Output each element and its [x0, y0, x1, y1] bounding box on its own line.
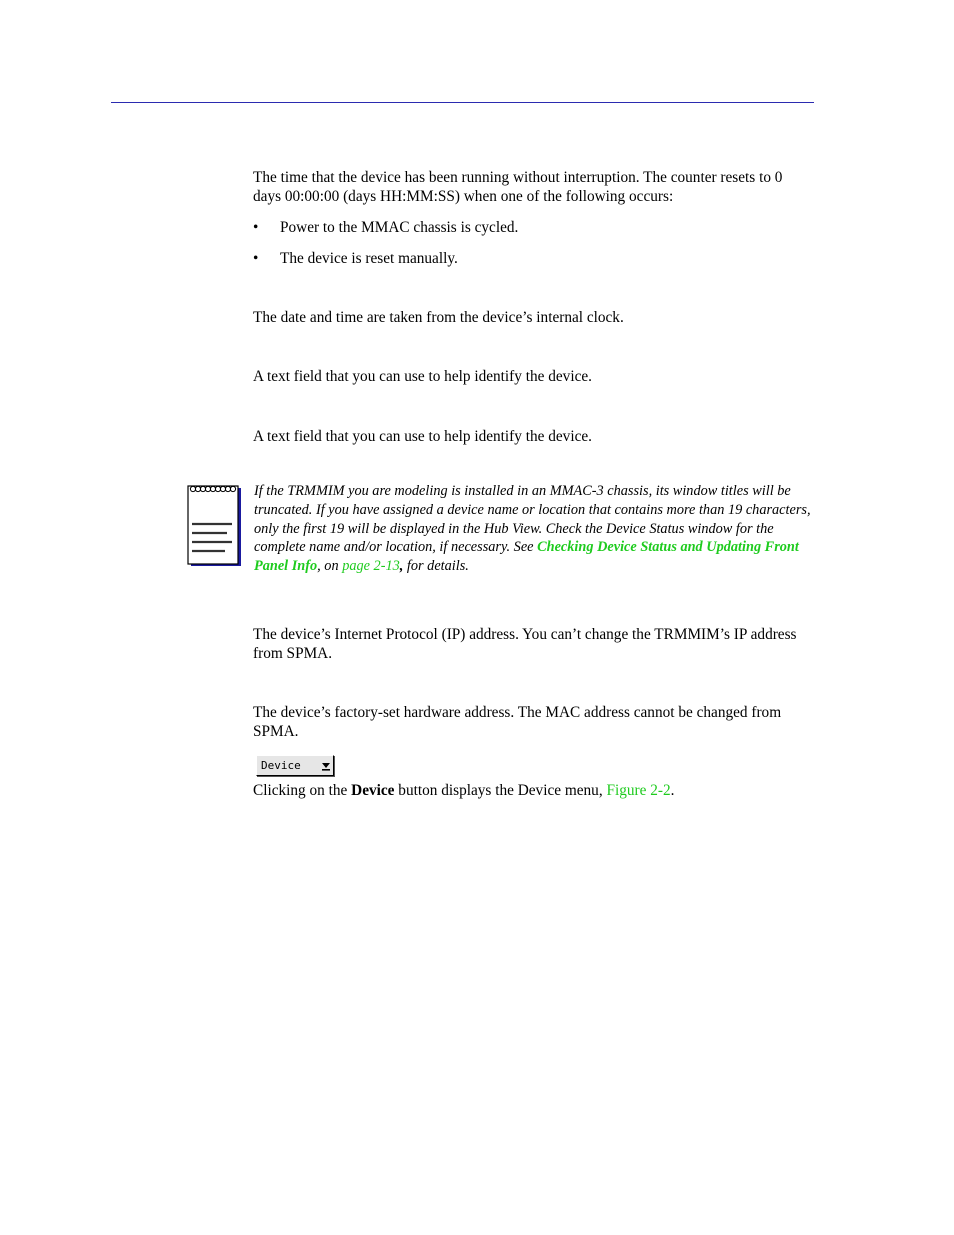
note-text-after: for details. — [403, 558, 469, 575]
device-button-label: Device — [261, 759, 301, 772]
note-icon — [187, 484, 243, 568]
bullet-text: Power to the MMAC chassis is cycled. — [280, 219, 519, 236]
link-checking-device-status[interactable]: Checking Device Status and Updating Front Panel Info — [254, 539, 799, 575]
device-desc-bold: Device — [351, 782, 395, 799]
bullet-dot: • — [253, 250, 259, 267]
mac-address-description: The device’s factory-set hardware address. The MAC address cannot be changed from SPMA. — [253, 704, 782, 740]
header-rule — [111, 102, 814, 103]
link-page-2-13[interactable]: page 2-13 — [342, 558, 400, 575]
date-time-description: The date and time are taken from the device’s internal clock. — [253, 309, 624, 326]
name-description: A text field that you can use to help identify the device. — [253, 368, 592, 385]
bullet-dot: • — [253, 219, 259, 236]
device-desc-mid: button displays the Device menu, — [394, 782, 607, 799]
ip-address-description: The device’s Internet Protocol (IP) address. You can’t change the TRMMIM’s IP address from SPMA. — [253, 626, 797, 662]
location-description: A text field that you can use to help identify the device. — [253, 428, 592, 445]
link-figure-2-2[interactable]: Figure 2-2 — [606, 782, 671, 799]
note-comma: , — [399, 558, 404, 575]
note-text — [254, 482, 814, 576]
bullet-text: The device is reset manually. — [280, 250, 458, 267]
dropdown-arrow-icon — [321, 760, 331, 772]
device-button-description — [253, 782, 813, 801]
device-desc-before: Clicking on the — [253, 782, 352, 799]
note-text-before: If the TRMMIM you are modeling is installed in an MMAC-3 chassis, its window titles will be truncated. If you have assigned a device name or location that contains more than 19 characters, only the first 19 will be displayed in the Hub View. Check the Device Status window for the complete name and/or location, if necessary. See — [254, 483, 811, 556]
uptime-description: The time that the device has been running without interruption. The counter resets to 0 days 00:00:00 (days HH:MM:SS) when one of the following occurs: — [253, 169, 783, 205]
note-text-mid: , on — [317, 558, 343, 575]
device-desc-end: . — [670, 782, 675, 799]
device-button[interactable] — [256, 755, 334, 776]
